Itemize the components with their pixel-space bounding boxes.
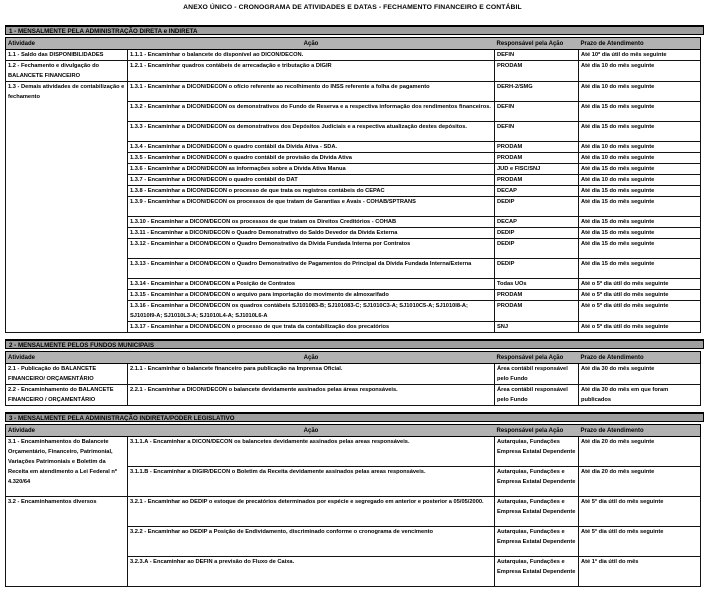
column-header: Responsável pela Ação [495,38,579,50]
deadline-cell: Até o 5º dia útil do mês seguinte [579,279,701,290]
action-cell: 1.3.4 - Encaminhar a DICON/DECON o quadro contábil da Dívida Ativa - SDA. [128,142,495,153]
schedule-document [5,25,700,593]
activity-cell: 1.3 - Demais atividades de contabilização e fechamento [6,82,128,333]
deadline-cell: Até dia 15 do mês seguinte [579,122,701,142]
activity-cell: 3.2 - Encaminhamentos diversos [6,497,128,587]
deadline-cell: Até 5ª dia útil do mês seguinte [579,527,701,557]
responsible-cell: DEDIP [495,228,579,239]
deadline-cell: Até dia 30 do mês seguinte [579,364,701,385]
activity-cell: 1.2 - Fechamento e divulgação do BALANCETE FINANCEIRO [6,61,128,82]
action-cell: 1.3.6 - Encaminhar a DICON/DECON as informações sobre a Dívida Ativa Manua [128,164,495,175]
deadline-cell: Até dia 15 do mês seguinte [579,217,701,228]
responsible-cell: DEFIN [495,50,579,61]
deadline-cell: Até dia 10 do mês seguinte [579,61,701,82]
action-cell: 1.3.8 - Encaminhar a DICON/DECON o processo de que trata os registros contábeis do CEPAC [128,186,495,197]
action-cell: 3.1.1.A - Encaminhar a DICON/DECON os balancetes devidamente assinados pelas areas responsáveis. [128,437,495,467]
activity-cell: 3.1 - Encaminhamentos do Balancete Orçamentário, Financeiro, Patrimonial, Variações Patrimoniais e Boletim da Receita em atendimento a Lei Federal nº 4.320/64 [6,437,128,497]
responsible-cell: DECAP [495,186,579,197]
deadline-cell: Até dia 30 do mês em que foram publicados [579,385,701,406]
deadline-cell: Até dia 10 do mês seguinte [579,142,701,153]
responsible-cell: PRODAM [495,175,579,186]
deadline-cell: Até dia 15 do mês seguinte [579,197,701,217]
table-row [6,82,701,102]
deadline-cell: Até dia 15 do mês seguinte [579,186,701,197]
responsible-cell: DEDIP [495,259,579,279]
section-header: 1 - MENSALMENTE PELA ADMINISTRAÇÃO DIRETA e INDIRETA [5,25,704,35]
deadline-cell: Até dia 10 do mês seguinte [579,82,701,102]
responsible-cell: PRODAM [495,61,579,82]
responsible-cell: Todas UOs [495,279,579,290]
table-row [6,385,701,406]
deadline-cell: Até o 5º dia útil do mês seguinte [579,322,701,333]
header-row [6,38,701,50]
section-header: 3 - MENSALMENTE PELA ADMINISTRAÇÃO INDIRETA/PODER LEGISLATIVO [5,412,704,422]
action-cell: 1.3.1 - Encaminhar a DICON/DECON o ofício referente ao recolhimento do INSS referente a folha de pagamento [128,82,495,102]
table-row [6,437,701,467]
responsible-cell: Área contábil responsável pelo Fundo [495,364,579,385]
action-cell: 1.2.1 - Encaminhar quadros contábeis de arrecadação e tributação a DIGIR [128,61,495,82]
deadline-cell: Até dia 15 do mês seguinte [579,259,701,279]
column-header: Prazo de Atendimento [579,352,701,364]
deadline-cell: Até dia 20 do mês seguinte [579,467,701,497]
column-header: Ação [128,38,495,50]
responsible-cell: DEFIN [495,122,579,142]
action-cell: 1.3.7 - Encaminhar a DICON/DECON o quadro contábil do DAT [128,175,495,186]
deadline-cell: Até 1ª dia útil do mês [579,557,701,587]
section-header: 2 - MENSALMENTE PELOS FUNDOS MUNICIPAIS [5,339,704,349]
column-header: Responsável pela Ação [495,425,579,437]
action-cell: 2.2.1 - Encaminhar a DICON/DECON o balancete devidamente assinados pelas áreas responsáveis. [128,385,495,406]
table-row [6,364,701,385]
deadline-cell: Até dia 10 do mês seguinte [579,153,701,164]
responsible-cell: Área contábil responsável pelo Fundo [495,385,579,406]
responsible-cell: DECAP [495,217,579,228]
action-cell: 1.3.15 - Encaminhar a DICON/DECON o arquivo para importação do movimento de almoxarifado [128,290,495,301]
action-cell: 1.1.1 - Encaminhar o balancete do disponível ao DICON/DECON. [128,50,495,61]
header-row [6,425,701,437]
action-cell: 1.3.10 - Encaminhar a DICON/DECON os processos de que tratam os Direitos Creditórios - COHAB [128,217,495,228]
activity-cell: 2.1 - Publicação do BALANCETE FINANCEIRO/ ORÇAMENTÁRIO [6,364,128,385]
action-cell: 3.2.3.A - Encaminhar ao DEFIN a previsão do Fluxo de Caixa. [128,557,495,587]
deadline-cell: Até o 5º dia útil do mês seguinte [579,301,701,322]
responsible-cell: DEDIP [495,197,579,217]
table-row [6,61,701,82]
table-row [6,497,701,527]
deadline-cell: Até dia 15 do mês seguinte [579,164,701,175]
deadline-cell: Até dia 15 do mês seguinte [579,239,701,259]
action-cell: 1.3.16 - Encaminhar a DICON/DECON os quadros contábeis SJ101083-B; SJ101083-C; SJ1010C3-A; SJ1010C5-A; SJ1010I8-A; SJ1010I9-A; SJ1010L3-A; SJ1010L4-A; SJ1010L6-A [128,301,495,322]
responsible-cell: DEFIN [495,102,579,122]
action-cell: 1.3.13 - Encaminhar a DICON/DECON o Quadro Demonstrativo de Pagamentos do Principal da Dívida Fundada Interna/Externa [128,259,495,279]
action-cell: 1.3.2 - Encaminhar a DICON/DECON os demonstrativos do Fundo de Reserva e a respectiva informação dos rendimentos financeiros. [128,102,495,122]
responsible-cell: DERH-2/SMG [495,82,579,102]
deadline-cell: Até 10º dia útil do mês seguinte [579,50,701,61]
responsible-cell: DEDIP [495,239,579,259]
action-cell: 1.3.11 - Encaminhar a DICON/DECON o Quadro Demonstrativo do Saldo Devedor da Dívida Externa [128,228,495,239]
schedule-table [5,424,701,587]
column-header: Prazo de Atendimento [579,425,701,437]
column-header: Responsável pela Ação [495,352,579,364]
column-header: Atividade [6,352,128,364]
activity-cell: 1.1 - Saldo das DISPONIBILIDADES [6,50,128,61]
responsible-cell: PRODAM [495,153,579,164]
column-header: Atividade [6,38,128,50]
table-row [6,50,701,61]
action-cell: 3.2.2 - Encaminhar ao DEDIP a Posição de Endividamento, discriminado conforme o cronograma de vencimento [128,527,495,557]
column-header: Prazo de Atendimento [579,38,701,50]
action-cell: 1.3.12 - Encaminhar a DICON/DECON o Quadro Demonstrativo da Dívida Fundada Interna por Contratos [128,239,495,259]
document-title: ANEXO ÚNICO - CRONOGRAMA DE ATIVIDADES E DATAS - FECHAMENTO FINANCEIRO E CONTÁBIL [183,4,522,11]
responsible-cell: PRODAM [495,301,579,322]
responsible-cell: PRODAM [495,142,579,153]
action-cell: 2.1.1 - Encaminhar o balancete financeiro para publicação na Imprensa Oficial. [128,364,495,385]
responsible-cell: Autarquias, Fundações e Empresa Estatal Dependente [495,527,579,557]
responsible-cell: PRODAM [495,290,579,301]
header-row [6,352,701,364]
schedule-table [5,351,701,406]
deadline-cell: Até dia 10 do mês seguinte [579,175,701,186]
responsible-cell: Autarquias, Fundações e Empresa Estatal Dependente [495,467,579,497]
action-cell: 1.3.5 - Encaminhar a DICON/DECON o quadro contábil de provisão da Dívida Ativa [128,153,495,164]
responsible-cell: Autarquias, Fundações e Empresa Estatal Dependente [495,557,579,587]
responsible-cell: SNJ [495,322,579,333]
deadline-cell: Até dia 15 do mês seguinte [579,102,701,122]
deadline-cell: Até dia 20 do mês seguinte [579,437,701,467]
action-cell: 1.3.9 - Encaminhar a DICON/DECON os processos de que tratam de Garantias e Avais - COHAB/SPTRANS [128,197,495,217]
deadline-cell: Até 5ª dia útil do mês seguinte [579,497,701,527]
action-cell: 1.3.17 - Encaminhar a DICON/DECON o processo de que trata da contabilização dos precatórios [128,322,495,333]
responsible-cell: Autarquias, Fundações Empresa Estatal Dependente [495,437,579,467]
column-header: Atividade [6,425,128,437]
schedule-table [5,37,701,333]
column-header: Ação [128,425,495,437]
action-cell: 1.3.14 - Encaminhar a DICON/DECON a Posição de Contratos [128,279,495,290]
responsible-cell: JUD e FISC/SNJ [495,164,579,175]
deadline-cell: Até dia 15 do mês seguinte [579,228,701,239]
activity-cell: 2.2 - Encaminhamento do BALANCETE FINANCEIRO / ORÇAMENTÁRIO [6,385,128,406]
action-cell: 3.2.1 - Encaminhar ao DEDIP o estoque de precatórios determinados por espécie e segregado em anterior e posterior a 05/05/2000. [128,497,495,527]
section-1 [5,25,700,333]
action-cell: 1.3.3 - Encaminhar a DICON/DECON os demonstrativos dos Depósitos Judiciais e a respectiva atualização destes depósitos. [128,122,495,142]
column-header: Ação [128,352,495,364]
action-cell: 3.1.1.B - Encaminhar a DIGIR/DECON o Boletim da Receita devidamente assinados pelas areas responsáveis. [128,467,495,497]
section-2 [5,339,700,406]
responsible-cell: Autarquias, Fundações e Empresa Estatal Dependente [495,497,579,527]
section-3 [5,412,700,587]
deadline-cell: Até o 5º dia útil do mês seguinte [579,290,701,301]
